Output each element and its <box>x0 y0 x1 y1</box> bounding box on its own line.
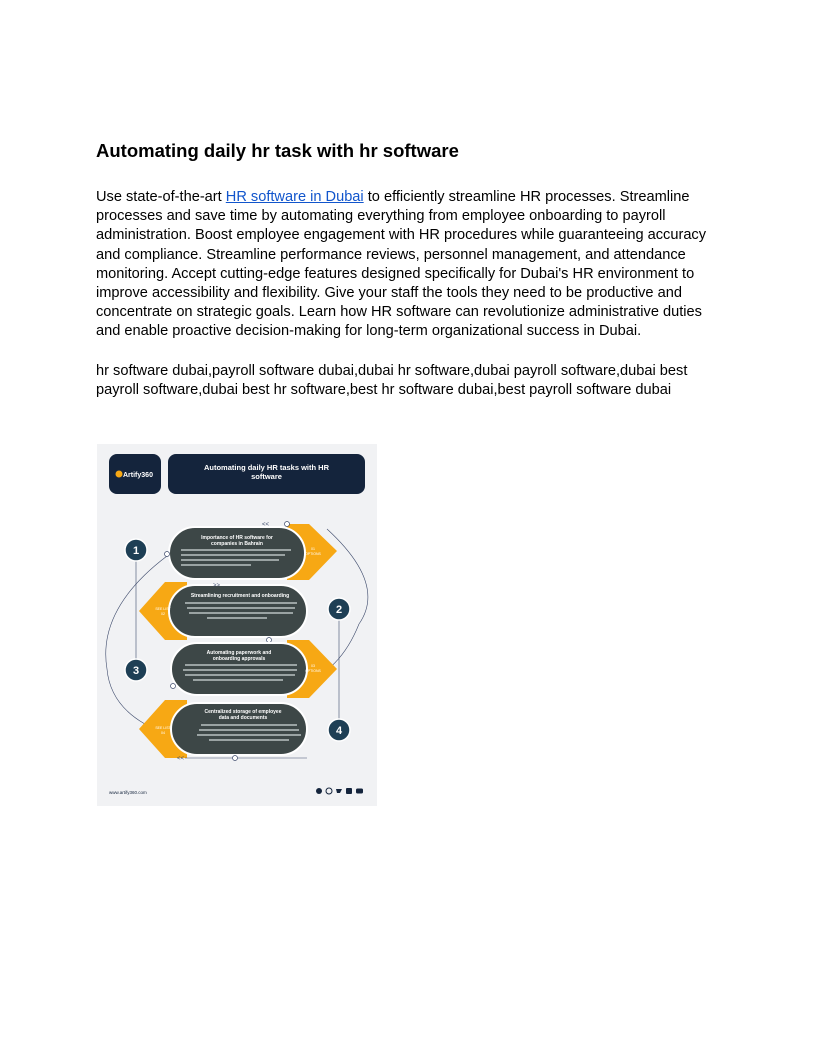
keywords-paragraph: hr software dubai,payroll software dubai,dubai hr software,dubai payroll software,dubai best payroll software,dubai best hr software,best hr software dubai,best payroll software dubai <box>96 363 688 399</box>
step3-title: Automating paperwork and <box>206 650 272 656</box>
intro-text-start: Use state-of-the-art <box>96 189 226 205</box>
step3-tag: 03 <box>311 664 315 668</box>
step3-text-line <box>185 664 297 666</box>
step4-tag-line2: 04 <box>161 731 165 735</box>
step1-title-line2: companies in Bahrain <box>211 541 263 547</box>
step2-text-line <box>185 602 297 604</box>
infographic-image <box>97 444 377 806</box>
document-title: Automating daily hr task with hr software <box>96 140 459 161</box>
step4-tag: SEE LIST <box>155 726 171 730</box>
step3-dot <box>171 684 176 689</box>
step4-title-line2: data and documents <box>218 715 268 721</box>
linkedin-icon <box>346 788 352 794</box>
step2-tag-line2: 02 <box>161 612 165 616</box>
step2-text-line <box>187 607 295 609</box>
step1-text-line <box>181 554 285 556</box>
instagram-icon <box>326 788 332 794</box>
step3-text-line <box>185 674 295 676</box>
youtube-icon <box>356 789 363 794</box>
step1-tag: 01 <box>311 547 315 551</box>
step4-text-line <box>201 724 297 726</box>
step2-text-line <box>207 617 267 619</box>
hr-software-dubai-link[interactable]: HR software in Dubai <box>225 189 364 205</box>
step4-number: 4 <box>335 725 343 737</box>
step4-dot <box>233 756 238 761</box>
step4-arrow-marks: << <box>177 756 185 762</box>
step1-number: 1 <box>132 545 140 557</box>
step1-text-line <box>181 564 251 566</box>
step1-arrow-marks: << <box>262 522 270 528</box>
step1-text-line <box>181 549 291 551</box>
footer-url: www.artify360.com <box>109 790 147 795</box>
step4-title: Centralized storage of employee <box>204 709 282 715</box>
step1-left-dot <box>165 552 170 557</box>
step3-text-line <box>193 679 283 681</box>
intro-paragraph <box>96 188 720 342</box>
step4-text-line <box>197 734 301 736</box>
step2-arrow-marks: >> <box>213 583 221 589</box>
intro-text-rest: to efficiently streamline HR processes. Streamline processes and save time by automating everything from employee onboarding to payroll administration. Boost employee engagement with HR procedures while guaranteeing accuracy and compliance. Streamline performance reviews, personnel management, and attendance monitoring. Accept cutting-edge features designed specifically for Dubai's HR environment to improve accessibility and flexibility. Give your staff the tools they need to be productive and concentrate on strategic goals. Learn how HR software can revolutionize administrative duties and enable proactive decision-making for long-term organizational success in Dubai. <box>96 189 707 340</box>
step3-tag-line2: OPTIONS <box>305 669 321 673</box>
step1-tag-line2: OPTIONS <box>305 552 321 556</box>
step3-title-line2: onboarding approvals <box>212 656 266 662</box>
step3-number: 3 <box>132 665 140 677</box>
step2-title: Streamlining recruitment and onboarding <box>190 593 290 599</box>
left-connector-line <box>106 556 167 734</box>
step4-text-line <box>209 739 289 741</box>
step1-text-line <box>181 559 279 561</box>
logo-icon <box>116 471 123 478</box>
twitter-icon <box>336 789 342 793</box>
logo-text: Artify360 <box>123 472 153 479</box>
step2-tag: SEE LIST <box>155 607 171 611</box>
step3-text-line <box>183 669 297 671</box>
step2-text-line <box>189 612 293 614</box>
step1-dot <box>285 522 290 527</box>
step2-dot <box>267 638 272 643</box>
step2-number: 2 <box>335 604 343 616</box>
header-title-line2: software <box>251 472 282 481</box>
step1-title: Importance of HR software for <box>201 535 273 541</box>
facebook-icon <box>316 788 322 794</box>
step4-text-line <box>199 729 299 731</box>
header-title-line1: Automating daily HR tasks with HR <box>203 463 330 472</box>
